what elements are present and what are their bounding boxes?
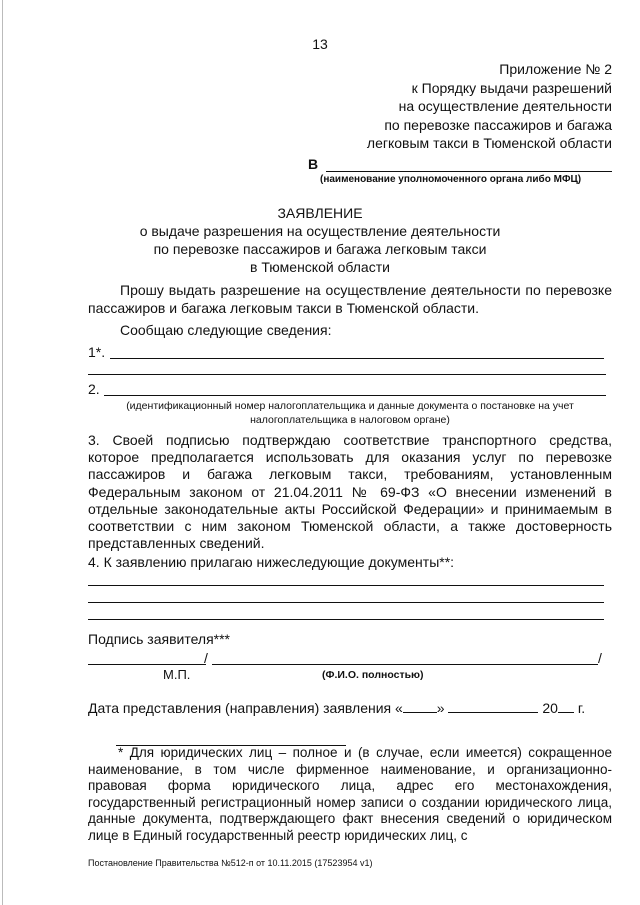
year-prefix: 20 bbox=[542, 700, 558, 716]
appendix-line: Приложение № 2 bbox=[499, 61, 612, 77]
day-blank[interactable] bbox=[403, 712, 437, 713]
item1-blank-line-2[interactable] bbox=[88, 374, 606, 375]
documents-blank-line[interactable] bbox=[88, 585, 604, 586]
title-line: по перевозке пассажиров и багажа легковым такси bbox=[153, 241, 487, 257]
page-number: 13 bbox=[312, 36, 328, 52]
page-edge-line bbox=[2, 0, 3, 905]
item2-blank-line[interactable] bbox=[104, 395, 606, 396]
addressee-prefix: В bbox=[308, 156, 319, 172]
stamp-place-label: М.П. bbox=[163, 667, 191, 682]
appendix-line: к Порядку выдачи разрешений bbox=[411, 79, 612, 96]
documents-blank-line[interactable] bbox=[88, 602, 604, 603]
signature-label: Подпись заявителя*** bbox=[88, 631, 231, 647]
year-blank[interactable] bbox=[558, 712, 574, 713]
item1-label: 1*. bbox=[88, 344, 106, 360]
item4-text: 4. К заявлению прилагаю нижеследующие документы**: bbox=[88, 554, 455, 570]
title-heading: ЗАЯВЛЕНИЕ bbox=[277, 205, 363, 221]
date-suffix: г. bbox=[577, 700, 586, 716]
footnote-text: * Для юридических лиц – полное и (в случае, если имеется) сокращенное наименование, в том числе фирменное наименование, и организационно-правовая форма юридического лица, адрес его местонахождения, государственный регистрационный номер записи о создании юридического лица, данные документа, подтверждающего факт внесения сведений о юридическом лице в Единый государственный реестр юридических лиц, с bbox=[88, 745, 612, 843]
signature-blank-line[interactable] bbox=[88, 664, 206, 665]
request-paragraph: Прошу выдать разрешение на осуществление деятельности по перевозке пассажиров и багажа легковым такси в Тюменской области. bbox=[88, 282, 612, 316]
fio-blank-line[interactable] bbox=[212, 664, 598, 665]
appendix-line: легковым такси в Тюменской области bbox=[366, 135, 612, 151]
item3-paragraph: 3. Своей подписью подтверждаю соответствие транспортного средства, которое предполагается использовать для оказания услуг по перевозке пассажиров и багажа легковым такси, требованиям, установленным Федеральным законом от 21.04.2011 № 69-ФЗ «О внесении изменений в отдельные законодательные акты Российской Федерации» и принимаемым в соответствии с ним законом Тюменской области, а также достоверность представленных сведений. bbox=[88, 432, 612, 552]
addressee-note: (наименование уполномоченного органа либо МФЦ) bbox=[320, 174, 582, 185]
item2-note: (идентификационный номер налогоплательщика и данные документа о постановке на учет налогоплательщика в налоговом органе) bbox=[126, 400, 574, 426]
title-line: о выдаче разрешения на осуществление деятельности bbox=[139, 223, 501, 239]
addressee-blank-line[interactable] bbox=[326, 171, 612, 172]
date-prefix: Дата представления (направления) заявления « bbox=[88, 700, 403, 716]
month-blank[interactable] bbox=[448, 712, 538, 713]
signature-slash: / bbox=[204, 650, 208, 666]
page-footer: Постановление Правительства №512-п от 10.11.2015 (17523954 v1) bbox=[88, 858, 373, 868]
info-intro: Сообщаю следующие сведения: bbox=[120, 322, 332, 338]
fio-slash: / bbox=[598, 650, 602, 666]
item2-label: 2. bbox=[88, 381, 100, 397]
title-line: в Тюменской области bbox=[250, 259, 390, 275]
document-title bbox=[0, 204, 640, 276]
documents-blank-line[interactable] bbox=[88, 619, 604, 620]
fio-note: (Ф.И.О. полностью) bbox=[322, 669, 424, 681]
appendix-line: по перевозке пассажиров и багажа bbox=[384, 116, 612, 133]
appendix-header bbox=[367, 60, 612, 153]
date-middle: » bbox=[436, 700, 445, 716]
item1-blank-line[interactable] bbox=[110, 358, 604, 359]
appendix-line: на осуществление деятельности bbox=[398, 98, 612, 114]
date-line bbox=[88, 700, 585, 716]
